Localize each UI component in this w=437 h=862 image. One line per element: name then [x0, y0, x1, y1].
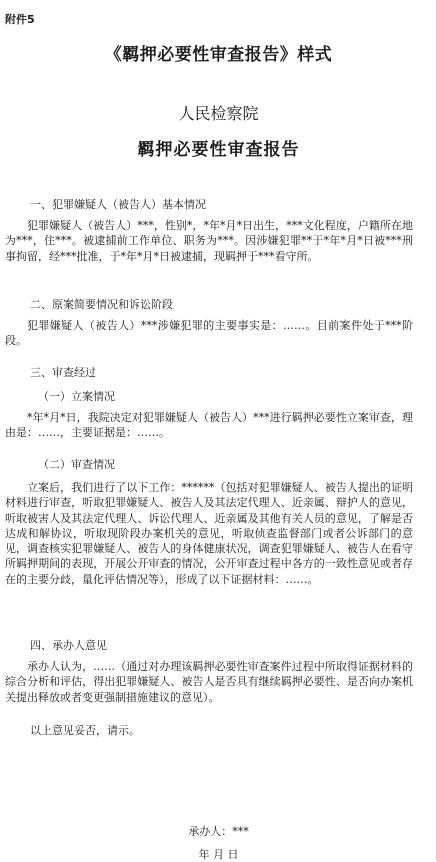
attachment-label: 附件5: [5, 13, 35, 26]
section-3-sub-1-text: *年*月*日，我院决定对犯罪嫌疑人（被告人）***进行羁押必要性立案审查，理由是：……，主要证据是：……。: [5, 411, 413, 440]
section-2-text: 犯罪嫌疑人（被告人）***涉嫌犯罪的主要事实是：……。目前案件处于***阶段。: [5, 319, 413, 348]
section-1-text: 犯罪嫌疑人（被告人）***，性别*，*年*月*日出生，***文化程度，户籍所在地为***，住***。被逮捕前工作单位、职务为***。因涉嫌犯罪**于*年*月*日被***刑事拘留，经***批准，于*年*月*日被逮捕，现羁押于***看守所。: [5, 219, 413, 263]
signature-date: 年 月 日: [198, 848, 239, 861]
section-3-subheading-1: （一）立案情况: [38, 390, 115, 403]
section-4-text: 承办人认为，……（通过对办理该羁押必要性审查案件过程中所取得证据材料的综合分析和评估，得出犯罪嫌疑人、被告人是否具有继续羁押必要性、是否向办案机关提出释放或者变更强制措施建议的意见）。: [5, 660, 413, 704]
closing-text: 以上意见妥否，请示。: [30, 724, 140, 737]
section-1-heading: 一、犯罪嫌疑人（被告人）基本情况: [30, 198, 206, 211]
report-title: 羁押必要性审查报告: [137, 140, 300, 160]
document-title: 《羁押必要性审查报告》样式: [104, 45, 333, 65]
section-3-sub-2-text: 立案后，我们进行了以下工作：******（包括对犯罪嫌疑人、被告人提出的证明材料进行审查，听取犯罪嫌疑人、被告人及其法定代理人、近亲属、辩护人的意见，听取被害人及其法定代理人、诉讼代理人、近亲属及其他有关人员的意见，了解是否达成和解协议，听取现阶段办案机关的意见，听取侦查监督部门或者公诉部门的意见，调查核实犯罪嫌疑人、被告人的身体健康状况，调查犯罪嫌疑人、被告人在看守所羁押期间的表现，开展公开审查的情况，公开审查过程中各方的一致性意见或者存在的主要分歧，量化评估情况等），形成了以下证据材料：……。: [5, 481, 413, 586]
section-4-heading: 四、承办人意见: [30, 639, 107, 652]
section-2-heading: 二、原案简要情况和诉讼阶段: [30, 298, 173, 311]
section-3-heading: 三、审查经过: [30, 366, 96, 379]
handler-signature: 承办人：***: [188, 825, 249, 838]
organization-name: 人民检察院: [178, 104, 259, 123]
section-3-subheading-2: （二）审查情况: [38, 458, 115, 471]
